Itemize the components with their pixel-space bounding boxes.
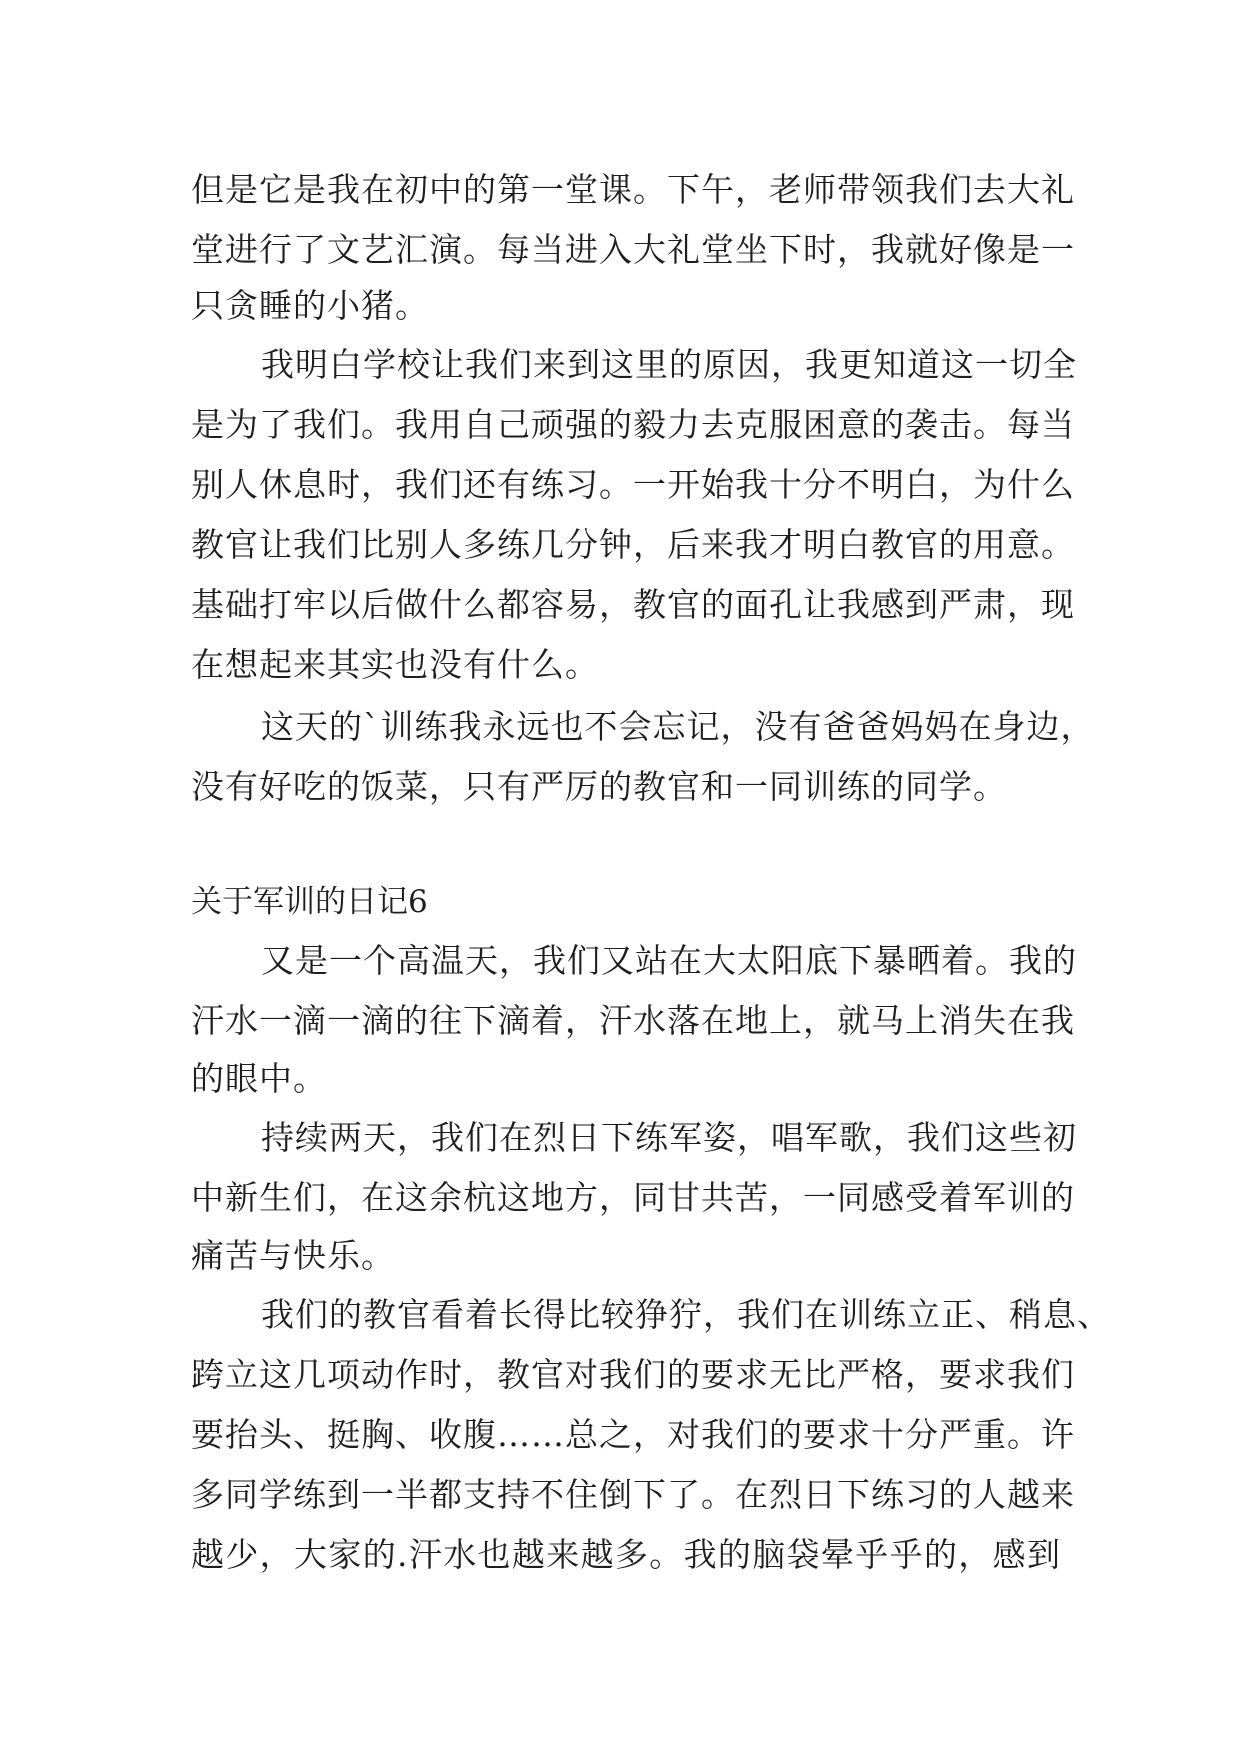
paragraph-start-line: 我明白学校让我们来到这里的原因，我更知道这一切全: [261, 345, 1077, 384]
text-line: 要抬头、挺胸、收腹……总之，对我们的要求十分严重。许: [191, 1415, 1075, 1454]
text-line: 教官让我们比别人多练几分钟，后来我才明白教官的用意。: [191, 525, 1075, 564]
text-line: 跨立这几项动作时，教官对我们的要求无比严格，要求我们: [191, 1355, 1075, 1394]
text-line: 汗水一滴一滴的往下滴着，汗水落在地上，就马上消失在我: [191, 1001, 1075, 1040]
text-line: 中新生们，在这余杭这地方，同甘共苦，一同感受着军训的: [191, 1178, 1075, 1217]
text-line: 是为了我们。我用自己顽强的毅力去克服困意的袭击。每当: [191, 405, 1075, 444]
text-line: 在想起来其实也没有什么。: [191, 645, 599, 684]
text-line: 只贪睡的小猪。: [191, 286, 429, 325]
paragraph-start-line: 这天的`训练我永远也不会忘记，没有爸爸妈妈在身边，: [261, 707, 1095, 746]
paragraph-start-line: 持续两天，我们在烈日下练军姿，唱军歌，我们这些初: [261, 1118, 1077, 1157]
section-title: 关于军训的日记6: [191, 884, 428, 920]
text-line: 没有好吃的饭菜，只有严厉的教官和一同训练的同学。: [191, 767, 1007, 806]
text-line: 别人休息时，我们还有练习。一开始我十分不明白，为什么: [191, 465, 1075, 504]
text-line: 堂进行了文艺汇演。每当进入大礼堂坐下时，我就好像是一: [191, 230, 1075, 269]
text-line: 的眼中。: [191, 1059, 327, 1098]
text-line: 但是它是我在初中的第一堂课。下午，老师带领我们去大礼: [191, 170, 1075, 209]
text-line: 基础打牢以后做什么都容易，教官的面孔让我感到严肃，现: [191, 585, 1075, 624]
text-line: 痛苦与快乐。: [191, 1236, 395, 1275]
text-line: 越少，大家的.汗水也越来越多。我的脑袋晕乎乎的，感到: [191, 1535, 1061, 1574]
paragraph-start-line: 我们的教官看着长得比较狰狞，我们在训练立正、稍息、: [261, 1295, 1111, 1334]
text-line: 多同学练到一半都支持不住倒下了。在烈日下练习的人越来: [191, 1475, 1075, 1514]
paragraph-start-line: 又是一个高温天，我们又站在大太阳底下暴晒着。我的: [261, 941, 1077, 980]
